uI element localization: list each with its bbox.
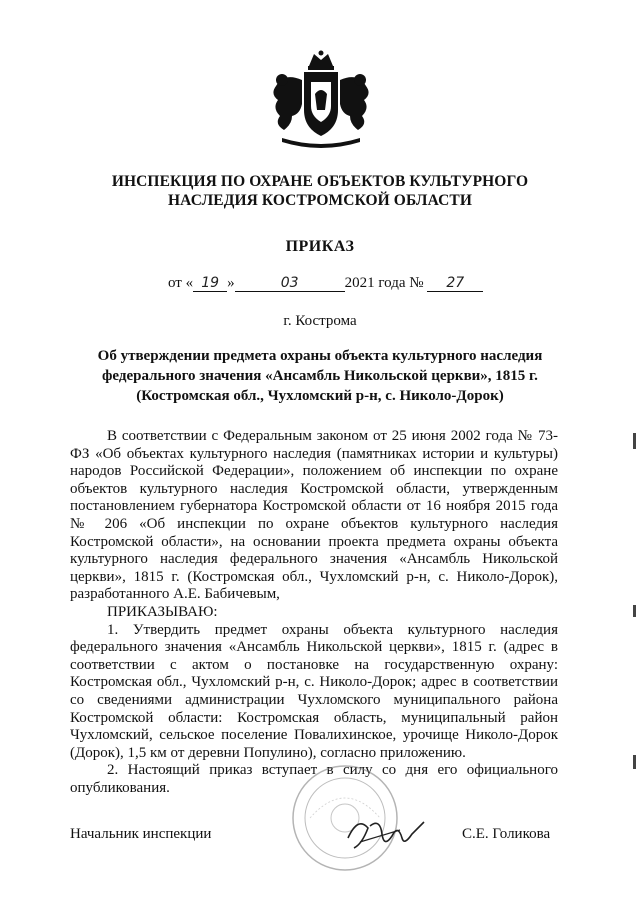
scan-edge-mark xyxy=(633,755,636,769)
scan-edge-mark xyxy=(633,433,636,449)
order-title xyxy=(70,346,570,406)
signature-icon xyxy=(340,808,430,858)
order-item-2: 2. Настоящий приказ вступает в силу со дня его официального опубликования. xyxy=(70,762,558,796)
signer-position: Начальник инспекции xyxy=(70,826,212,842)
order-number: 27 xyxy=(427,275,483,292)
order-city: г. Кострома xyxy=(283,313,357,329)
document-type: ПРИКАЗ xyxy=(285,238,355,255)
date-mid: » xyxy=(227,275,235,291)
scan-edge-mark xyxy=(633,605,636,617)
organization-line-2: НАСЛЕДИЯ КОСТРОМСКОЙ ОБЛАСТИ xyxy=(168,192,472,209)
signer-name: С.Е. Голикова xyxy=(462,826,551,842)
order-body xyxy=(70,428,558,797)
order-year: 2021 года № xyxy=(344,275,424,291)
date-prefix: от « xyxy=(168,275,194,291)
organization-line-1: ИНСПЕКЦИЯ ПО ОХРАНЕ ОБЪЕКТОВ КУЛЬТУРНОГО xyxy=(111,173,529,190)
order-day: 19 xyxy=(193,275,227,292)
preamble-paragraph: В соответствии с Федеральным законом от 25 июня 2002 года № 73-ФЗ «Об объектах культурного наследия (памятниках истории и культуры) народов Российской Федерации», положением об инспекции по охране объектов культурного наследия Костромской области, утвержденным постановлением губернатора Костромской области от 16 ноября 2015 года № 206 «Об инспекции по охране объектов культурного наследия Костромской области», на основании проекта предмета охраны объекта культурного наследия федерального значения «Ансамбль Никольской церкви», 1815 г. (Костромская обл., Чухломский р-н, с. Николо-Дорок), разработанного А.Е. Бабичевым, xyxy=(70,428,558,603)
order-item-1: 1. Утвердить предмет охраны объекта культурного наследия федерального значения «Ансамбль Никольской церкви», 1815 г. (адрес в соответствии с актом о постановке на государственную охрану: Костромская обл., Чухломский р-н, с. Николо-Дорок; адрес в соответствии со сведениями администрации Чухломского муниципального района Костромской области: Костромская область, муниципальный район Чухломский, сельское поселение Повалихинское, урочище Николо-Дорок (Дорок), 1,5 км от деревни Популино), согласно приложению. xyxy=(70,621,558,761)
title-line-3: (Костромская обл., Чухломский р-н, с. Николо-Дорок) xyxy=(136,388,504,404)
title-line-1: Об утверждении предмета охраны объекта культурного наследия xyxy=(97,348,543,364)
kostroma-coat-of-arms-icon xyxy=(262,50,380,150)
order-date-line xyxy=(168,275,483,292)
organization-name xyxy=(60,172,580,210)
order-month: 03 xyxy=(235,275,345,292)
title-line-2: федерального значения «Ансамбль Никольской церкви», 1815 г. xyxy=(102,368,538,384)
order-word: ПРИКАЗЫВАЮ: xyxy=(107,603,218,620)
